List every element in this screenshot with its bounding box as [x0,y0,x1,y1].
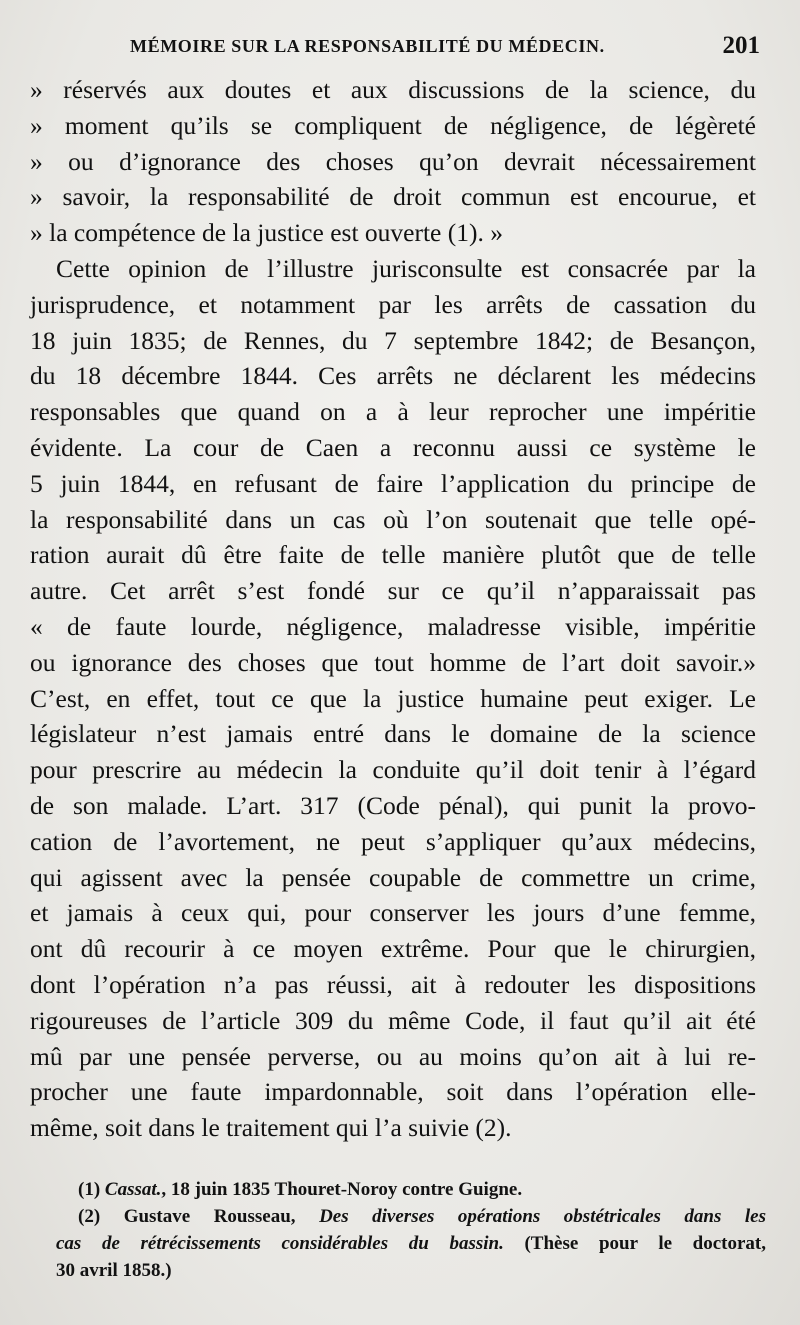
text-line: » savoir, la responsabilité de droit commun est encourue, et [30,182,756,212]
text-line: ont dû recourir à ce moyen extrême. Pour que le chirurgien, [30,934,756,964]
text-line: cation de l’avortement, ne peut s’appliquer qu’aux médecins, [30,826,756,856]
text-line: de son malade. L’art. 317 (Code pénal), qui punit la provo- [30,790,756,820]
text-line: » la compétence de la justice est ouverte (1). » [30,218,503,248]
text-line: jurisprudence, et notamment par les arrêts de cassation du [30,289,756,319]
text-line: » ou d’ignorance des choses qu’on devrait nécessairement [30,146,756,176]
page-number: 201 [722,32,760,59]
text-line: C’est, en effet, tout ce que la justice humaine peut exiger. Le [30,683,756,713]
footnote-2-line-3: 30 avril 1858.) [56,1260,172,1281]
text-line: législateur n’est jamais entré dans le domaine de la science [30,719,756,749]
text-line: responsables que quand on a à leur reprocher une impéritie [30,397,756,427]
text-line: mû par une pensée perverse, ou au moins qu’on ait à lui re- [30,1041,756,1071]
text-line: Cette opinion de l’illustre jurisconsulte est consacrée par la [56,253,756,283]
text-line: la responsabilité dans un cas où l’on soutenait que telle opé- [30,504,756,534]
footnote-2-line-1 [56,1203,766,1230]
text-line: ou ignorance des choses que tout homme de l’art doit savoir.» [30,647,756,677]
text-line: du 18 décembre 1844. Ces arrêts ne déclarent les médecins [30,361,756,391]
text-line: » réservés aux doutes et aux discussions de la science, du [30,75,756,104]
text-line: même, soit dans le traitement qui l’a suivie (2). [30,1113,512,1143]
footnote-text: (Thèse pour le doctorat, [524,1233,767,1254]
footnotes [56,1176,766,1284]
text-line: « de faute lourde, négligence, maladresse visible, impéritie [30,611,756,641]
footnote-title: Des diverses opérations obstétricales dans les [319,1206,767,1227]
footnote-2-line-2 [56,1230,766,1257]
running-head: MÉMOIRE SUR LA RESPONSABILITÉ DU MÉDECIN. [130,36,605,56]
text-line: et jamais à ceux qui, pour conserver les jours d’une femme, [30,898,756,928]
footnote-marker: (1) [78,1179,101,1200]
text-line: 18 juin 1835; de Rennes, du 7 septembre 1842; de Besançon, [30,325,756,355]
footnote-text: , 18 juin 1835 Thouret-Noroy contre Guigne. [161,1179,523,1200]
text-line: dont l’opération n’a pas réussi, ait à redouter les dispositions [30,969,756,999]
footnote-marker: (2) [78,1206,101,1227]
text-line: qui agissent avec la pensée coupable de commettre un crime, [30,862,756,892]
text-line: procher une faute impardonnable, soit dans l’opération elle- [30,1077,756,1107]
text-line: pour prescrire au médecin la conduite qu’il doit tenir à l’égard [30,755,756,785]
text-line: 5 juin 1844, en refusant de faire l’application du principe de [30,468,756,498]
text-line: rigoureuses de l’article 309 du même Code, il faut qu’il ait été [30,1005,756,1035]
page-header [130,32,760,62]
footnote-source: Cassat. [104,1179,162,1200]
text-line: ration aurait dû être faite de telle manière plutôt que de telle [30,540,756,570]
footnote-title: cas de rétrécissements considérables du bassin. [56,1233,504,1254]
text-line: » moment qu’ils se compliquent de négligence, de légèreté [30,110,756,140]
footnote-1 [56,1176,766,1203]
footnote-author: Gustave Rousseau, [123,1206,296,1227]
text-line: autre. Cet arrêt s’est fondé sur ce qu’il n’apparaissait pas [30,576,756,606]
body-text [30,72,756,1146]
text-line: évidente. La cour de Caen a reconnu aussi ce système le [30,432,756,462]
